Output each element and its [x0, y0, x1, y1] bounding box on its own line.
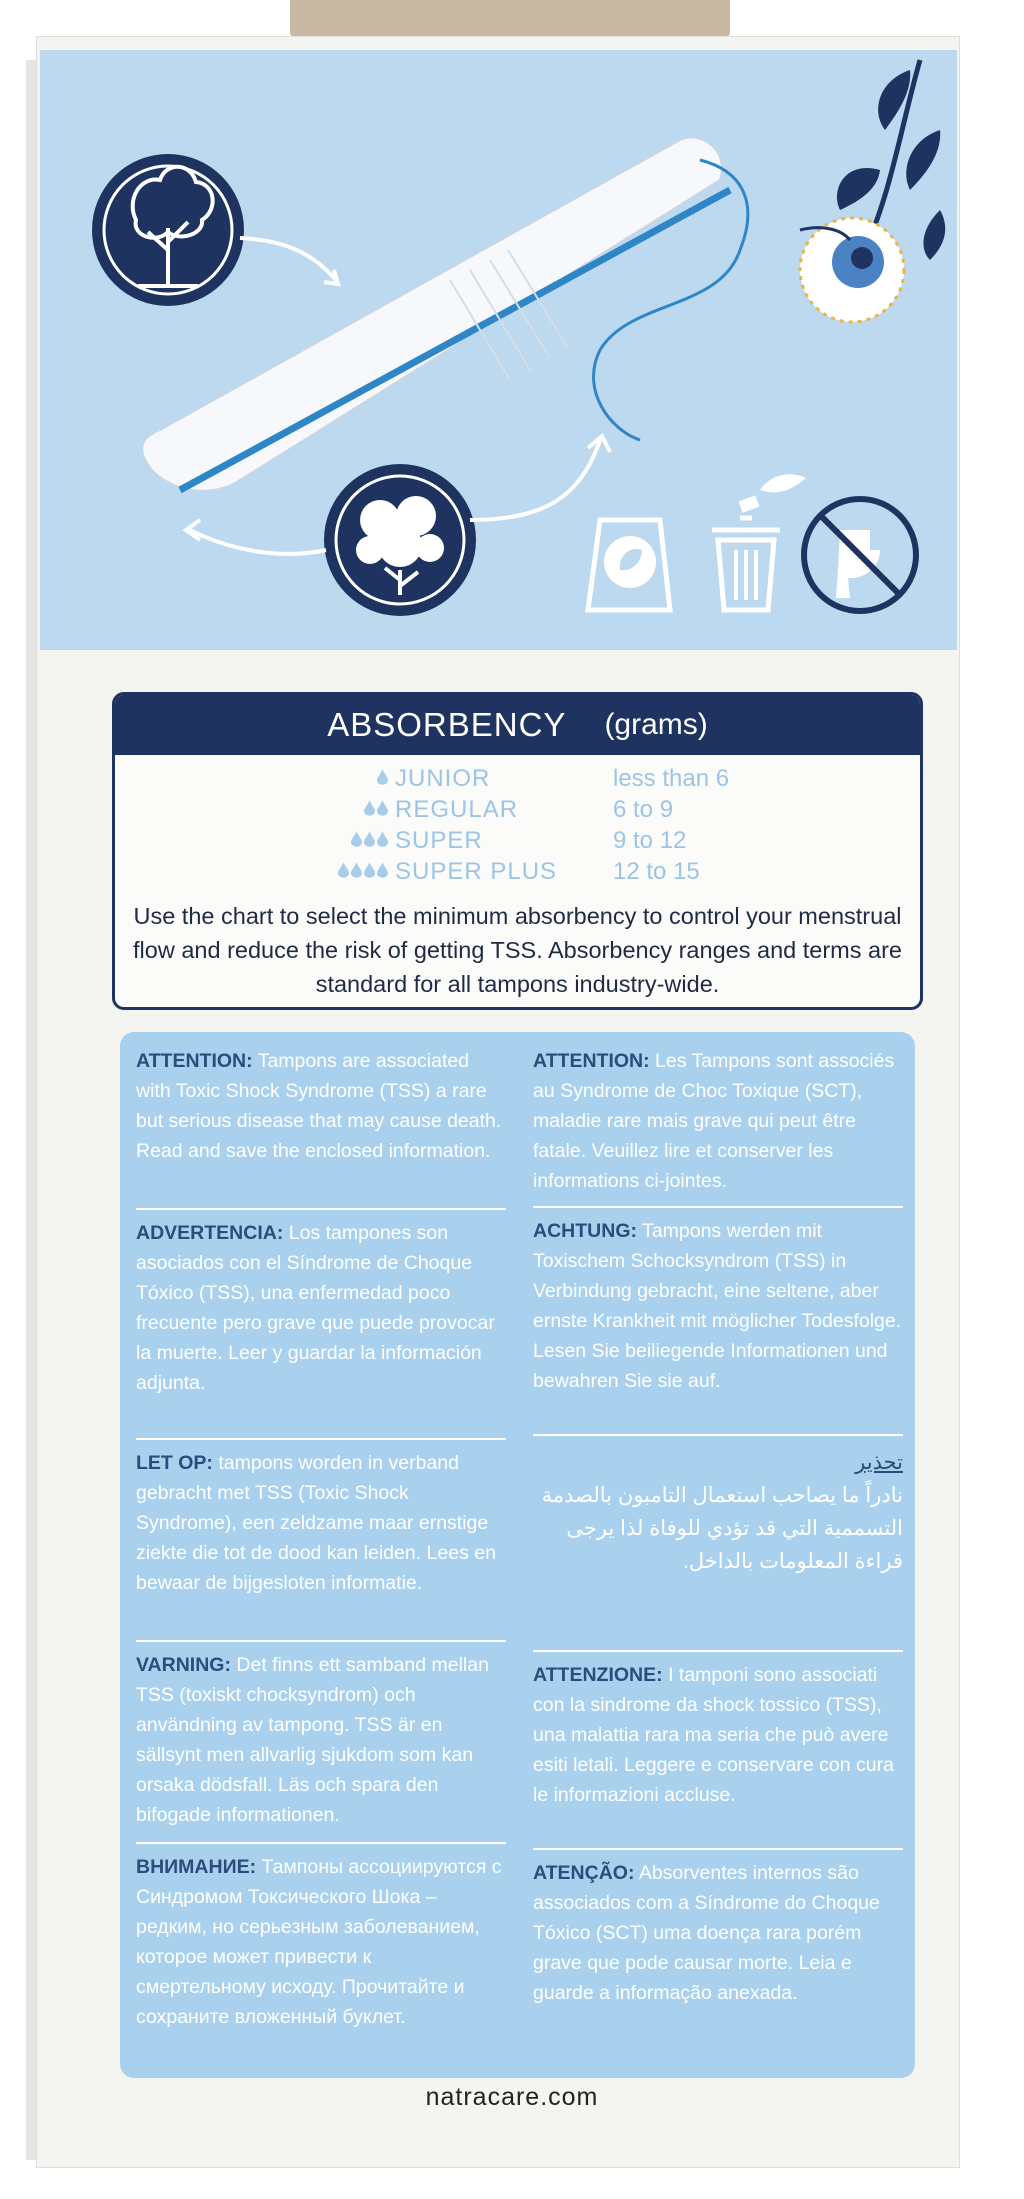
bin-icon [712, 474, 806, 610]
warning-divider [533, 1434, 903, 1436]
warning-block [533, 1216, 903, 1396]
drop-icon [377, 769, 388, 785]
absorbency-range: 12 to 15 [613, 858, 700, 885]
compostable-box-icon [588, 520, 670, 610]
drop-icon [377, 862, 388, 878]
warning-text: Det finns ett samband mellan TSS (toxiskt chocksyndrom) och användning av tampong. TSS är en sällsynt men allvarlig sjukdom som kan orsaka dödsfall. Läs och spara den bifogade informationen. [136, 1654, 489, 1826]
warning-divider [533, 1848, 903, 1850]
website-url: natracare.com [425, 2083, 599, 2111]
warning-divider [136, 1842, 506, 1844]
warning-block [533, 1858, 903, 2008]
absorbency-row [115, 796, 920, 827]
drop-icon [364, 862, 375, 878]
warning-label: ATTENTION: [533, 1050, 650, 1072]
warning-divider [533, 1206, 903, 1208]
drop-icon [364, 831, 375, 847]
absorbency-unit: (grams) [604, 708, 708, 741]
warning-block-arabic [533, 1446, 903, 1578]
warning-panel [120, 1032, 915, 2078]
tampon-icon [142, 137, 748, 491]
warning-text: tampons worden in verband gebracht met TSS (Toxic Shock Syndrome), een zeldzame maar ernstige ziekte die tot de dood kan leiden. Lees en bewaar de bijgesloten informatie. [136, 1452, 496, 1594]
warning-block [533, 1046, 903, 1196]
box-top-tab [290, 0, 730, 38]
warning-text: Тампоны ассоциируются с Синдромом Токсического Шока – редким, но серьезным заболеванием, которое может привести к смертельному исходу. Прочитайте и сохраните вложенный буклет. [136, 1856, 502, 2028]
drop-icon [377, 831, 388, 847]
drop-icons [338, 862, 388, 878]
drop-icons [377, 769, 388, 785]
warning-text: Les Tampons sont associés au Syndrome de Choc Toxique (SCT), maladie rare mais grave qui peut être fatale. Veuillez lire et conserver les informations ci-jointes. [533, 1050, 895, 1192]
warning-label: ATENÇÃO: [533, 1862, 635, 1884]
cotton-icon [324, 464, 476, 616]
drop-icon [377, 800, 388, 816]
warning-label: ВНИМАНИЕ: [136, 1856, 257, 1878]
absorbency-name: SUPER [395, 827, 483, 854]
absorbency-name: REGULAR [395, 796, 519, 823]
warning-label: LET OP: [136, 1452, 213, 1474]
warning-label: ATTENZIONE: [533, 1664, 663, 1686]
absorbency-note: Use the chart to select the minimum absorbency to control your menstrual flow and reduce the risk of getting TSS. Absorbency ranges and terms are standard for all tampons industry-wide. [133, 903, 902, 997]
absorbency-range: 6 to 9 [613, 796, 674, 823]
absorbency-table [112, 692, 923, 1010]
warning-label: VARNING: [136, 1654, 231, 1676]
absorbency-range: less than 6 [613, 765, 730, 792]
warning-divider [136, 1438, 506, 1440]
warning-divider [136, 1640, 506, 1642]
absorbency-name: SUPER PLUS [395, 858, 558, 885]
drop-icon [351, 831, 362, 847]
hero-illustration [40, 50, 957, 650]
drop-icon [351, 862, 362, 878]
drop-icons [351, 831, 388, 847]
warning-text: Tampons are associated with Toxic Shock Syndrome (TSS) a rare but serious disease that may cause death. Read and save the enclosed information. [136, 1050, 502, 1162]
absorbency-row [115, 858, 920, 889]
flower-icon [800, 60, 945, 322]
drop-icon [364, 800, 375, 816]
warning-text: I tamponi sono associati con la sindrome da shock tossico (TSS), una malattia rara ma seria che può avere esiti letali. Leggere e conservare con cura le informazioni accluse. [533, 1664, 894, 1806]
warning-block [136, 1650, 506, 1830]
absorbency-row [115, 827, 920, 858]
drop-icons [364, 800, 388, 816]
absorbency-name: JUNIOR [395, 765, 491, 792]
warning-divider [136, 1208, 506, 1210]
warning-text: Absorventes internos são associados com a Síndrome do Choque Tóxico (SCT) uma doença rara porém grave que pode causar morte. Leia e guarde a informação anexada. [533, 1862, 880, 2004]
absorbency-row [115, 765, 920, 796]
warning-label: ACHTUNG: [533, 1220, 637, 1242]
warning-label: ADVERTENCIA: [136, 1222, 284, 1244]
warning-text: نادراً ما يصاحب استعمال التامبون بالصدمة التسممية التي قد تؤدي للوفاة لذا يرجى قراءة المعلومات بالداخل. [541, 1484, 903, 1573]
warning-text: Tampons werden mit Toxischem Schocksyndrom (TSS) in Verbindung gebracht, eine seltene, aber ernste Krankheit mit möglicher Todesfolge. Lesen Sie beiliegende Informationen und bewahren Sie sie auf. [533, 1220, 902, 1392]
tree-icon [92, 154, 244, 306]
warning-block [136, 1448, 506, 1598]
warning-block [136, 1218, 506, 1398]
warning-block [136, 1046, 506, 1166]
warning-label: تحذير [855, 1451, 903, 1474]
warning-block [533, 1660, 903, 1810]
warning-text: Los tampones son asociados con el Síndrome de Choque Tóxico (TSS), una enfermedad poco frecuente pero grave que puede provocar la muerte. Leer y guardar la información adjunta. [136, 1222, 495, 1394]
warning-divider [533, 1650, 903, 1652]
absorbency-range: 9 to 12 [613, 827, 687, 854]
absorbency-title: ABSORBENCY [327, 706, 567, 743]
absorbency-header [115, 695, 920, 755]
drop-icon [338, 862, 349, 878]
no-flush-icon [804, 499, 916, 611]
warning-label: ATTENTION: [136, 1050, 253, 1072]
warning-block [136, 1852, 506, 2032]
absorbency-rows [115, 765, 920, 893]
hero-svg [40, 50, 957, 650]
